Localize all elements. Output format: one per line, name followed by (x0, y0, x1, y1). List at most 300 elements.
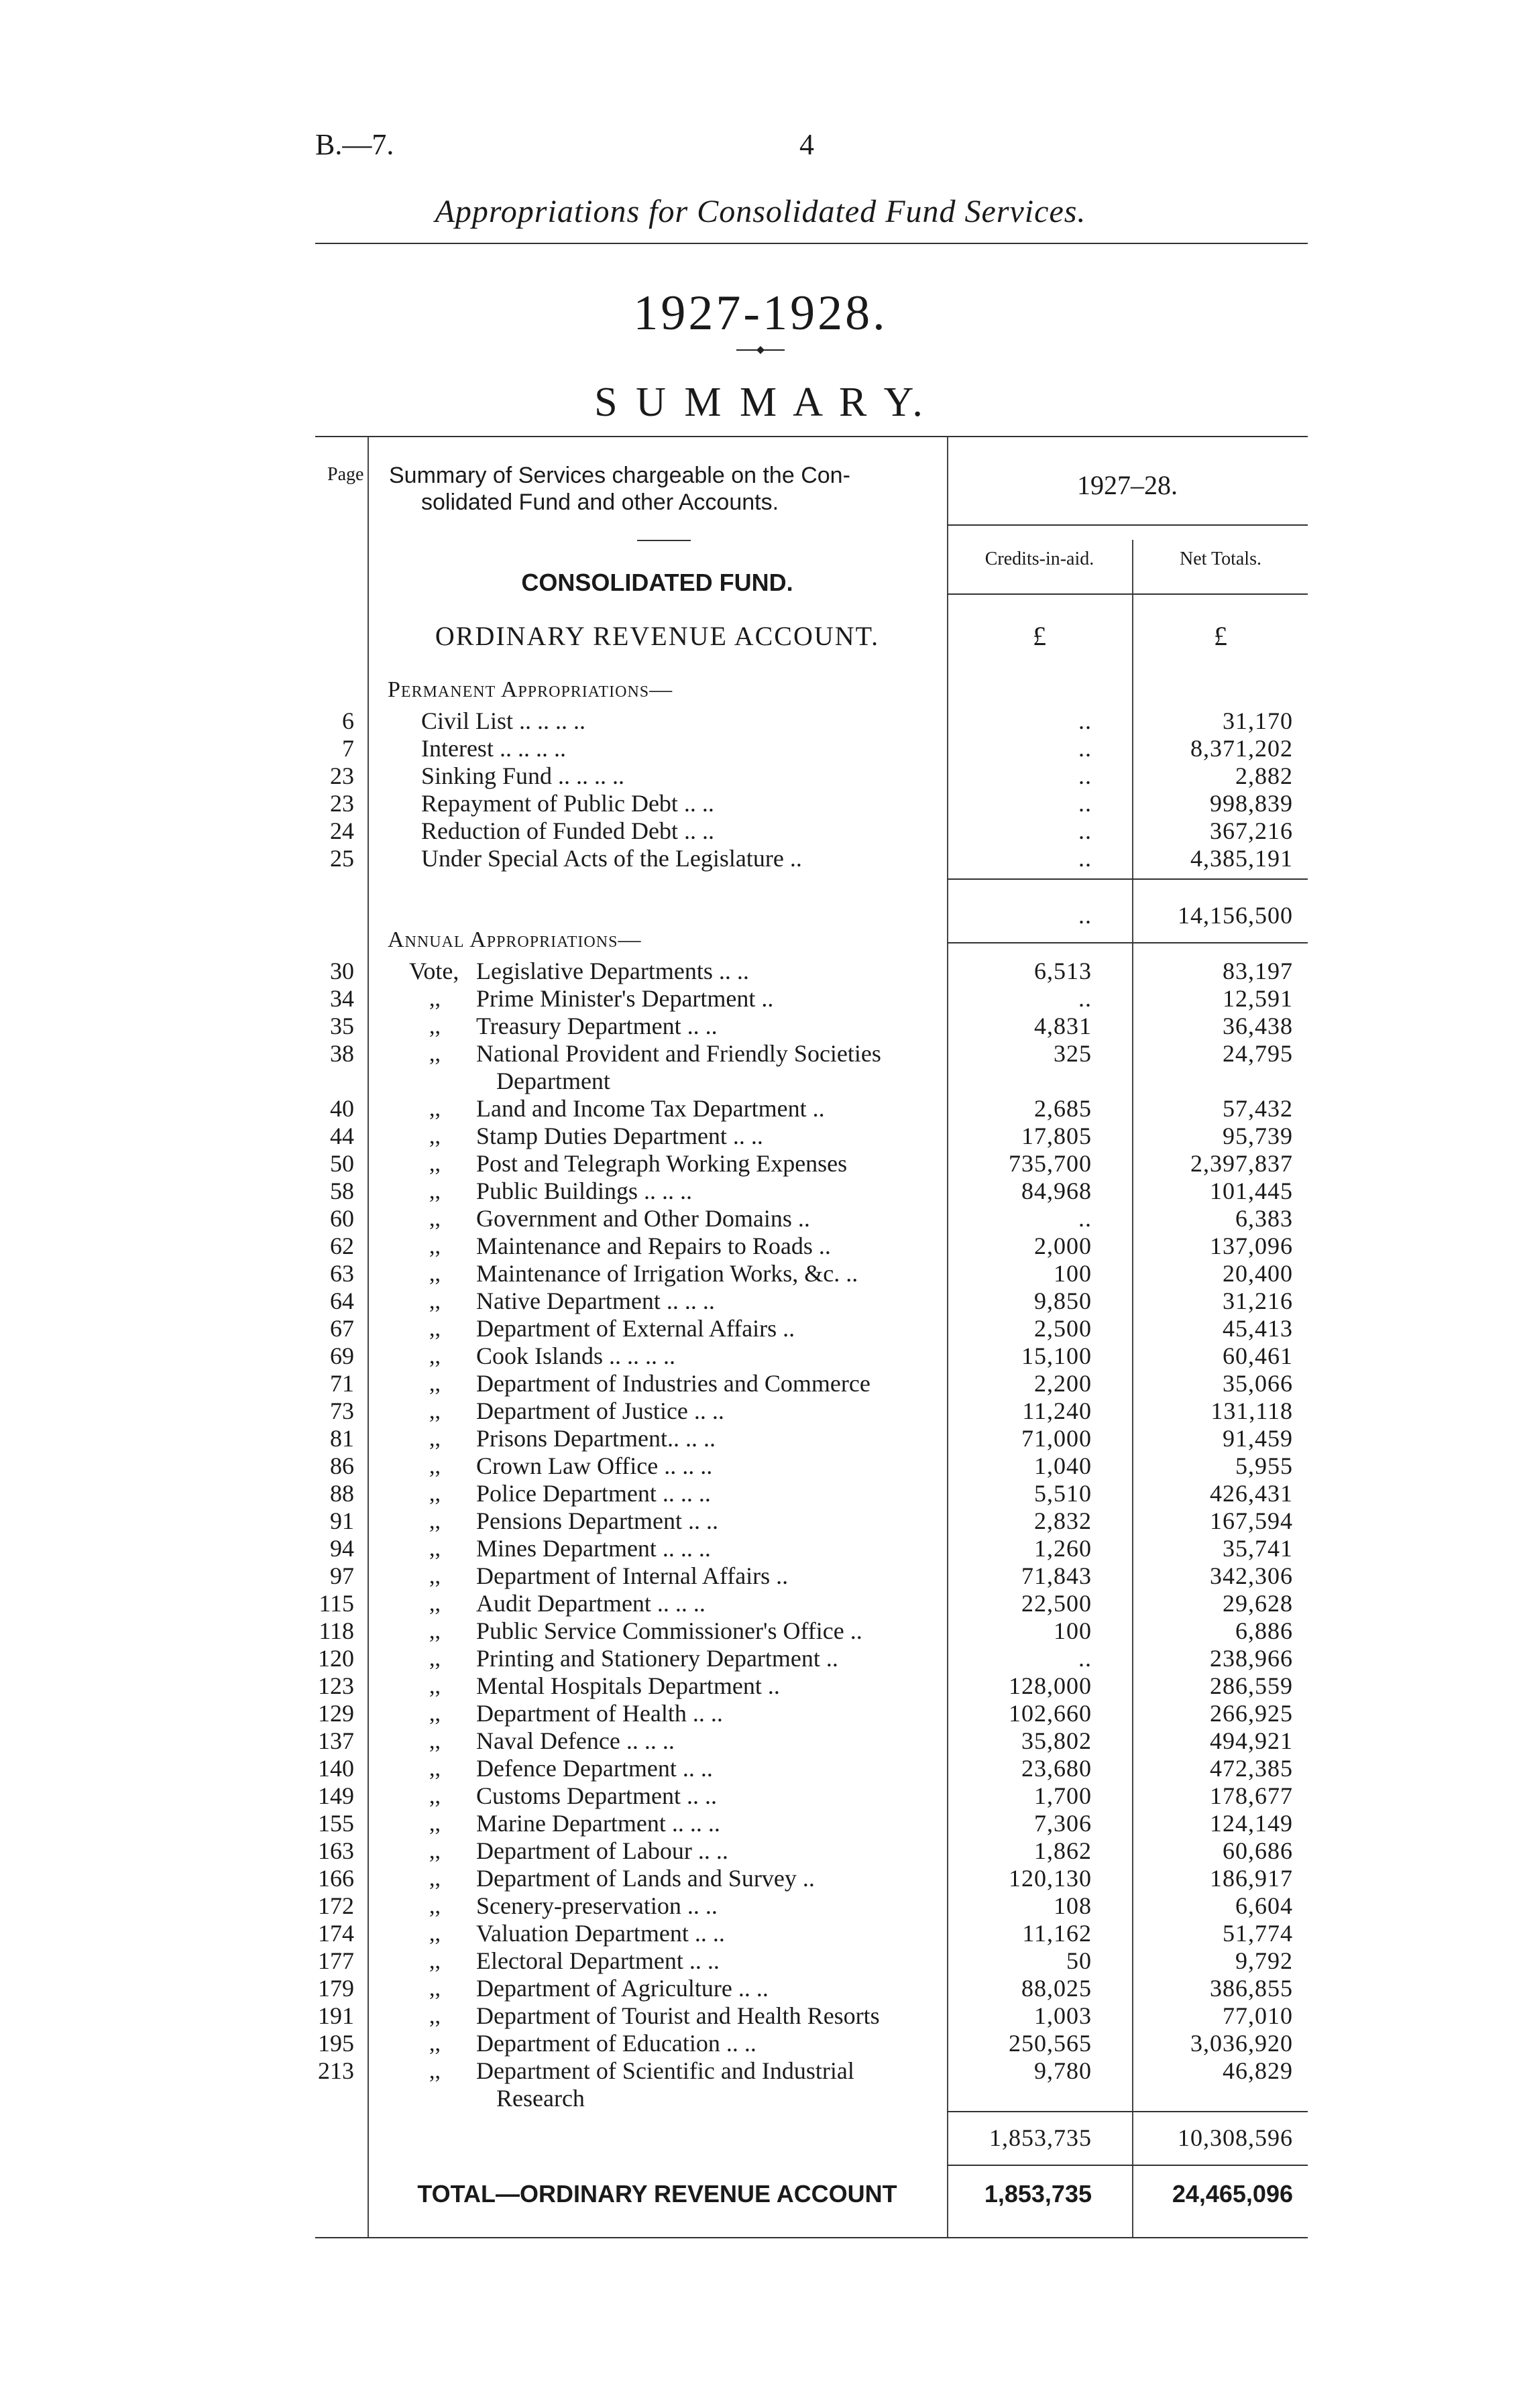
row-page-ref: 179 (318, 1975, 354, 2002)
ditto-mark: ,, (429, 1481, 441, 1506)
table-row (0, 817, 1521, 845)
table-row (0, 1342, 1521, 1370)
row-label: Public Service Commissioner's Office .. (476, 1617, 862, 1644)
row-page-ref: 50 (330, 1150, 354, 1177)
ditto-mark: ,, (429, 1014, 441, 1039)
row-label: Electoral Department .. .. (476, 1947, 720, 1974)
row-net-total: 12,591 (1223, 985, 1293, 1012)
ditto-mark: ,, (429, 1344, 441, 1369)
page-number: 4 (799, 128, 814, 161)
row-net-total: 6,886 (1235, 1617, 1293, 1644)
row-credits-in-aid: 250,565 (1009, 2030, 1092, 2057)
row-page-ref: 7 (342, 735, 354, 762)
row-net-total: 6,383 (1235, 1205, 1293, 1232)
row-credits-in-aid: 22,500 (1021, 1590, 1092, 1617)
row-page-ref: 44 (330, 1123, 354, 1149)
row-label: Government and Other Domains .. (476, 1205, 810, 1232)
row-credits-in-aid: 11,162 (1022, 1920, 1092, 1947)
row-page-ref: 25 (330, 845, 354, 872)
table-row (0, 1892, 1521, 1920)
table-row (0, 1810, 1521, 1837)
row-label: Department of External Affairs .. (476, 1315, 795, 1342)
row-label: Valuation Department .. .. (476, 1920, 725, 1947)
row-net-total: 51,774 (1223, 1920, 1293, 1947)
table-row (0, 1013, 1521, 1040)
ditto-mark: ,, (429, 1096, 441, 1121)
ditto-mark: ,, (429, 1894, 441, 1918)
ditto-mark: ,, (429, 1289, 441, 1314)
row-net-total: 367,216 (1210, 817, 1293, 844)
table-row (0, 985, 1521, 1013)
row-page-ref: 23 (330, 790, 354, 817)
row-net-total: 91,459 (1223, 1425, 1293, 1452)
table-row (0, 1287, 1521, 1315)
table-row (0, 2057, 1521, 2085)
row-label: Department of Scientific and Industrial (476, 2057, 854, 2084)
vote-prefix: Vote, (409, 958, 459, 984)
row-credits-in-aid: .. (1078, 1205, 1092, 1232)
row-credits-in-aid: 100 (1054, 1260, 1092, 1287)
row-label: Department of Tourist and Health Resorts (476, 2002, 880, 2029)
row-label: Department of Lands and Survey .. (476, 1865, 815, 1892)
row-label: National Provident and Friendly Societies (476, 1040, 881, 1067)
row-net-total: 6,604 (1235, 1892, 1293, 1919)
row-credits-in-aid: .. (1078, 762, 1092, 789)
table-row (0, 1040, 1521, 1068)
row-label-continuation: Department (496, 1068, 610, 1094)
row-net-total: 238,966 (1210, 1645, 1293, 1672)
row-net-total: 101,445 (1210, 1178, 1293, 1204)
row-page-ref: 30 (330, 958, 354, 984)
ditto-mark: ,, (429, 1839, 441, 1864)
ditto-mark: ,, (429, 1536, 441, 1561)
row-credits-in-aid: 6,513 (1034, 958, 1092, 984)
table-row (0, 1232, 1521, 1260)
row-label: Department of Agriculture .. .. (476, 1975, 769, 2002)
table-row (0, 1507, 1521, 1535)
row-label: Public Buildings .. .. .. (476, 1178, 693, 1204)
row-net-total: 35,741 (1223, 1535, 1293, 1562)
row-page-ref: 69 (330, 1342, 354, 1369)
header-rule (315, 243, 1308, 244)
year-header-rule (947, 524, 1308, 526)
ditto-mark: ,, (429, 2031, 441, 2056)
row-label: Police Department .. .. .. (476, 1480, 711, 1507)
row-net-total: 29,628 (1223, 1590, 1293, 1617)
row-label: Department of Internal Affairs .. (476, 1562, 789, 1589)
row-credits-in-aid: 2,832 (1034, 1507, 1092, 1534)
row-page-ref: 40 (330, 1095, 354, 1122)
row-net-total: 31,170 (1223, 707, 1293, 734)
row-credits-in-aid: 108 (1054, 1892, 1092, 1919)
table-row (0, 2030, 1521, 2057)
row-label: Maintenance and Repairs to Roads .. (476, 1232, 831, 1259)
row-credits-in-aid: 4,831 (1034, 1013, 1092, 1039)
row-credits-in-aid: 17,805 (1021, 1123, 1092, 1149)
table-row (0, 2002, 1521, 2030)
total-top-rule (947, 2165, 1308, 2166)
row-credits-in-aid: .. (1078, 1645, 1092, 1672)
permanent-subtotal-net: 14,156,500 (1178, 902, 1293, 929)
ditto-mark: ,, (429, 1124, 441, 1149)
year-column-header: 1927–28. (1077, 470, 1178, 500)
row-credits-in-aid: 2,500 (1034, 1315, 1092, 1342)
row-net-total: 20,400 (1223, 1260, 1293, 1287)
row-label: Maintenance of Irrigation Works, &c. .. (476, 1260, 858, 1287)
table-row (0, 1947, 1521, 1975)
table-row (0, 1123, 1521, 1150)
permanent-appropriations-heading: Permanent Appropriations— (388, 677, 673, 702)
row-net-total: 266,925 (1210, 1700, 1293, 1727)
row-label: Repayment of Public Debt .. .. (421, 790, 714, 817)
row-label: Interest .. .. .. .. (421, 735, 566, 762)
grand-total-label: TOTAL—ORDINARY REVENUE ACCOUNT (417, 2180, 897, 2208)
ditto-mark: ,, (429, 1316, 441, 1341)
row-credits-in-aid: 9,850 (1034, 1287, 1092, 1314)
row-net-total: 77,010 (1223, 2002, 1293, 2029)
row-credits-in-aid: .. (1078, 817, 1092, 844)
row-label: Stamp Duties Department .. .. (476, 1123, 763, 1149)
row-page-ref: 118 (319, 1617, 354, 1644)
table-row (0, 1205, 1521, 1232)
ditto-mark: ,, (429, 1564, 441, 1589)
row-credits-in-aid: 1,003 (1034, 2002, 1092, 2029)
table-row (0, 790, 1521, 817)
row-credits-in-aid: .. (1078, 790, 1092, 817)
row-label: Pensions Department .. .. (476, 1507, 718, 1534)
table-row (0, 1562, 1521, 1590)
ditto-mark: ,, (429, 1371, 441, 1396)
row-credits-in-aid: 11,240 (1022, 1397, 1092, 1424)
ditto-mark: ,, (429, 1041, 441, 1066)
row-page-ref: 60 (330, 1205, 354, 1232)
row-page-ref: 97 (330, 1562, 354, 1589)
table-row (0, 1315, 1521, 1342)
row-page-ref: 137 (318, 1727, 354, 1754)
row-credits-in-aid: 84,968 (1021, 1178, 1092, 1204)
row-label: Legislative Departments .. .. (476, 958, 749, 984)
row-credits-in-aid: 7,306 (1034, 1810, 1092, 1837)
row-net-total: 131,118 (1210, 1397, 1293, 1424)
table-row (0, 1150, 1521, 1178)
credits-currency-symbol: £ (1033, 621, 1046, 651)
row-label: Marine Department .. .. .. (476, 1810, 720, 1837)
row-label: Prime Minister's Department .. (476, 985, 774, 1012)
row-net-total: 3,036,920 (1190, 2030, 1293, 2057)
row-credits-in-aid: .. (1078, 707, 1092, 734)
row-credits-in-aid: 1,862 (1034, 1837, 1092, 1864)
ditto-mark: ,, (429, 1509, 441, 1534)
running-title: Appropriations for Consolidated Fund Services. (435, 194, 1086, 229)
table-row (0, 1260, 1521, 1287)
annual-subtotal-row (0, 2124, 1521, 2152)
row-page-ref: 38 (330, 1040, 354, 1067)
table-row (0, 1590, 1521, 1617)
row-page-ref: 81 (330, 1425, 354, 1452)
row-page-ref: 35 (330, 1013, 354, 1039)
row-credits-in-aid: 735,700 (1009, 1150, 1092, 1177)
row-label-continuation: Research (496, 2085, 585, 2112)
row-page-ref: 172 (318, 1892, 354, 1919)
row-net-total: 137,096 (1210, 1232, 1293, 1259)
ornament-divider (736, 343, 785, 357)
row-label: Department of Labour .. .. (476, 1837, 728, 1864)
row-page-ref: 123 (318, 1672, 354, 1699)
row-page-ref: 62 (330, 1232, 354, 1259)
page-column-header: Page (327, 464, 364, 485)
account-heading: ORDINARY REVENUE ACCOUNT. (435, 621, 880, 651)
ditto-mark: ,, (429, 1426, 441, 1451)
row-page-ref: 191 (318, 2002, 354, 2029)
row-net-total: 2,882 (1235, 762, 1293, 789)
row-credits-in-aid: 35,802 (1021, 1727, 1092, 1754)
table-row (0, 1425, 1521, 1452)
ditto-mark: ,, (429, 1234, 441, 1259)
table-row (0, 958, 1521, 985)
annual-subtotal-rule (947, 2111, 1308, 2112)
row-credits-in-aid: 23,680 (1021, 1755, 1092, 1782)
row-net-total: 494,921 (1210, 1727, 1293, 1754)
row-net-total: 426,431 (1210, 1480, 1293, 1507)
row-net-total: 5,955 (1235, 1452, 1293, 1479)
ditto-mark: ,, (429, 1701, 441, 1726)
column-header-rule (947, 593, 1308, 595)
grand-total-row (0, 2179, 1521, 2209)
row-page-ref: 71 (330, 1370, 354, 1397)
row-net-total: 8,371,202 (1190, 735, 1293, 762)
table-row (0, 1920, 1521, 1947)
row-credits-in-aid: .. (1078, 845, 1092, 872)
row-net-total: 83,197 (1223, 958, 1293, 984)
row-credits-in-aid: 2,000 (1034, 1232, 1092, 1259)
row-net-total: 386,855 (1210, 1975, 1293, 2002)
annual-subtotal-net: 10,308,596 (1178, 2124, 1293, 2151)
row-credits-in-aid: 1,040 (1034, 1452, 1092, 1479)
ditto-mark: ,, (429, 1261, 441, 1286)
summary-heading: S U M M A R Y. (594, 380, 927, 425)
row-label: Department of Justice .. .. (476, 1397, 724, 1424)
ditto-mark: ,, (429, 1646, 441, 1671)
row-credits-in-aid: 71,000 (1021, 1425, 1092, 1452)
row-net-total: 472,385 (1210, 1755, 1293, 1782)
ditto-mark: ,, (429, 986, 441, 1011)
row-net-total: 2,397,837 (1190, 1150, 1293, 1177)
row-page-ref: 88 (330, 1480, 354, 1507)
grand-total-credit: 1,853,735 (984, 2180, 1092, 2208)
row-label: Crown Law Office .. .. .. (476, 1452, 713, 1479)
row-page-ref: 24 (330, 817, 354, 844)
table-row (0, 1480, 1521, 1507)
ditto-mark: ,, (429, 1866, 441, 1891)
row-label: Customs Department .. .. (476, 1782, 717, 1809)
ditto-mark: ,, (429, 1976, 441, 2001)
credits-column-header: Credits-in-aid. (984, 549, 1094, 569)
row-credits-in-aid: 2,200 (1034, 1370, 1092, 1397)
table-row (0, 1452, 1521, 1480)
ditto-mark: ,, (429, 1399, 441, 1424)
table-row (0, 845, 1521, 872)
row-credits-in-aid: 5,510 (1034, 1480, 1092, 1507)
table-row (0, 1727, 1521, 1755)
ditto-mark: ,, (429, 1756, 441, 1781)
row-page-ref: 174 (318, 1920, 354, 1947)
row-credits-in-aid: 88,025 (1021, 1975, 1092, 2002)
row-label: Department of Health .. .. (476, 1700, 723, 1727)
row-page-ref: 91 (330, 1507, 354, 1534)
row-net-total: 95,739 (1223, 1123, 1293, 1149)
table-row (0, 1865, 1521, 1892)
row-net-total: 36,438 (1223, 1013, 1293, 1039)
row-credits-in-aid: 128,000 (1009, 1672, 1092, 1699)
annual-top-rule (947, 942, 1308, 943)
row-net-total: 35,066 (1223, 1370, 1293, 1397)
table-row (0, 1178, 1521, 1205)
row-page-ref: 166 (318, 1865, 354, 1892)
table-row (0, 1617, 1521, 1645)
row-label: Printing and Stationery Department .. (476, 1645, 838, 1672)
ditto-mark: ,, (429, 1206, 441, 1231)
ditto-mark: ,, (429, 1921, 441, 1946)
row-label: Defence Department .. .. (476, 1755, 713, 1782)
row-net-total: 9,792 (1235, 1947, 1293, 1974)
row-label: Department of Industries and Commerce (476, 1370, 870, 1397)
description-column-header-line1: Summary of Services chargeable on the Con- (389, 463, 850, 488)
row-page-ref: 23 (330, 762, 354, 789)
ditto-mark: ,, (429, 1811, 441, 1836)
row-credits-in-aid: .. (1078, 735, 1092, 762)
ditto-mark: ,, (429, 1591, 441, 1616)
row-credits-in-aid: 102,660 (1009, 1700, 1092, 1727)
row-credits-in-aid: 50 (1066, 1947, 1092, 1974)
net-currency-symbol: £ (1214, 621, 1227, 651)
row-credits-in-aid: 1,260 (1034, 1535, 1092, 1562)
row-page-ref: 34 (330, 985, 354, 1012)
table-row (0, 1755, 1521, 1782)
row-label: Post and Telegraph Working Expenses (476, 1150, 848, 1177)
row-page-ref: 58 (330, 1178, 354, 1204)
description-column-header-line2: solidated Fund and other Accounts. (421, 490, 779, 515)
row-label: Prisons Department.. .. .. (476, 1425, 716, 1452)
table-row (0, 1645, 1521, 1672)
row-page-ref: 67 (330, 1315, 354, 1342)
row-page-ref: 63 (330, 1260, 354, 1287)
row-page-ref: 149 (318, 1782, 354, 1809)
row-page-ref: 120 (318, 1645, 354, 1672)
permanent-subtotal-row (0, 902, 1521, 929)
row-label: Reduction of Funded Debt .. .. (421, 817, 714, 844)
row-label: Mental Hospitals Department .. (476, 1672, 780, 1699)
table-row (0, 1672, 1521, 1700)
row-net-total: 286,559 (1210, 1672, 1293, 1699)
row-net-total: 46,829 (1223, 2057, 1293, 2084)
row-label: Land and Income Tax Department .. (476, 1095, 825, 1122)
row-net-total: 186,917 (1210, 1865, 1293, 1892)
row-credits-in-aid: 2,685 (1034, 1095, 1092, 1122)
row-credits-in-aid: 1,700 (1034, 1782, 1092, 1809)
row-credits-in-aid: 325 (1054, 1040, 1092, 1067)
ditto-mark: ,, (429, 1454, 441, 1479)
grand-total-net: 24,465,096 (1172, 2180, 1293, 2208)
row-label: Under Special Acts of the Legislature .. (421, 845, 802, 872)
row-net-total: 998,839 (1210, 790, 1293, 817)
ditto-mark: ,, (429, 1674, 441, 1699)
row-page-ref: 64 (330, 1287, 354, 1314)
row-page-ref: 213 (318, 2057, 354, 2084)
row-credits-in-aid: .. (1078, 985, 1092, 1012)
table-row (0, 1975, 1521, 2002)
row-label: Scenery-preservation .. .. (476, 1892, 718, 1919)
row-label: Department of Education .. .. (476, 2030, 756, 2057)
ditto-mark: ,, (429, 1784, 441, 1809)
row-page-ref: 163 (318, 1837, 354, 1864)
year-title: 1927-1928. (633, 286, 888, 341)
row-label: Audit Department .. .. .. (476, 1590, 706, 1617)
table-row (0, 1095, 1521, 1123)
table-row (0, 1837, 1521, 1865)
document-reference: B.—7. (315, 128, 394, 161)
row-net-total: 167,594 (1210, 1507, 1293, 1534)
row-credits-in-aid: 9,780 (1034, 2057, 1092, 2084)
annual-appropriations-heading: Annual Appropriations— (388, 927, 642, 952)
row-label: Civil List .. .. .. .. (421, 707, 586, 734)
row-page-ref: 155 (318, 1810, 354, 1837)
table-row (0, 1535, 1521, 1562)
table-row (0, 1700, 1521, 1727)
table-row (0, 1370, 1521, 1397)
row-label: Naval Defence .. .. .. (476, 1727, 675, 1754)
fund-heading: CONSOLIDATED FUND. (521, 569, 793, 596)
row-label: Mines Department .. .. .. (476, 1535, 711, 1562)
row-net-total: 342,306 (1210, 1562, 1293, 1589)
table-top-rule (315, 436, 1308, 437)
row-credits-in-aid: 100 (1054, 1617, 1092, 1644)
table-bottom-rule (315, 2237, 1308, 2238)
ditto-mark: ,, (429, 1949, 441, 1973)
row-net-total: 31,216 (1223, 1287, 1293, 1314)
net-totals-column-header: Net Totals. (1180, 549, 1261, 569)
row-page-ref: 115 (319, 1590, 354, 1617)
row-net-total: 4,385,191 (1190, 845, 1293, 872)
row-net-total: 178,677 (1210, 1782, 1293, 1809)
row-credits-in-aid: 120,130 (1009, 1865, 1092, 1892)
row-net-total: 57,432 (1223, 1095, 1293, 1122)
ditto-mark: ,, (429, 2004, 441, 2028)
annual-subtotal-credit: 1,853,735 (989, 2124, 1092, 2151)
row-label: Cook Islands .. .. .. .. (476, 1342, 675, 1369)
ditto-mark: ,, (429, 1179, 441, 1204)
description-short-rule (637, 540, 691, 541)
row-net-total: 60,686 (1223, 1837, 1293, 1864)
ditto-mark: ,, (429, 2059, 441, 2083)
row-page-ref: 73 (330, 1397, 354, 1424)
row-label: Sinking Fund .. .. .. .. (421, 762, 625, 789)
row-net-total: 24,795 (1223, 1040, 1293, 1067)
row-page-ref: 94 (330, 1535, 354, 1562)
permanent-subtotal-credit: .. (1078, 902, 1092, 929)
row-page-ref: 6 (342, 707, 354, 734)
ditto-mark: ,, (429, 1619, 441, 1644)
row-credits-in-aid: 15,100 (1021, 1342, 1092, 1369)
row-page-ref: 140 (318, 1755, 354, 1782)
row-net-total: 124,149 (1210, 1810, 1293, 1837)
row-net-total: 45,413 (1223, 1315, 1293, 1342)
row-net-total: 60,461 (1223, 1342, 1293, 1369)
row-credits-in-aid: 71,843 (1021, 1562, 1092, 1589)
row-page-ref: 177 (318, 1947, 354, 1974)
permanent-subtotal-rule (947, 878, 1308, 880)
row-label: Native Department .. .. .. (476, 1287, 715, 1314)
table-row (0, 707, 1521, 735)
